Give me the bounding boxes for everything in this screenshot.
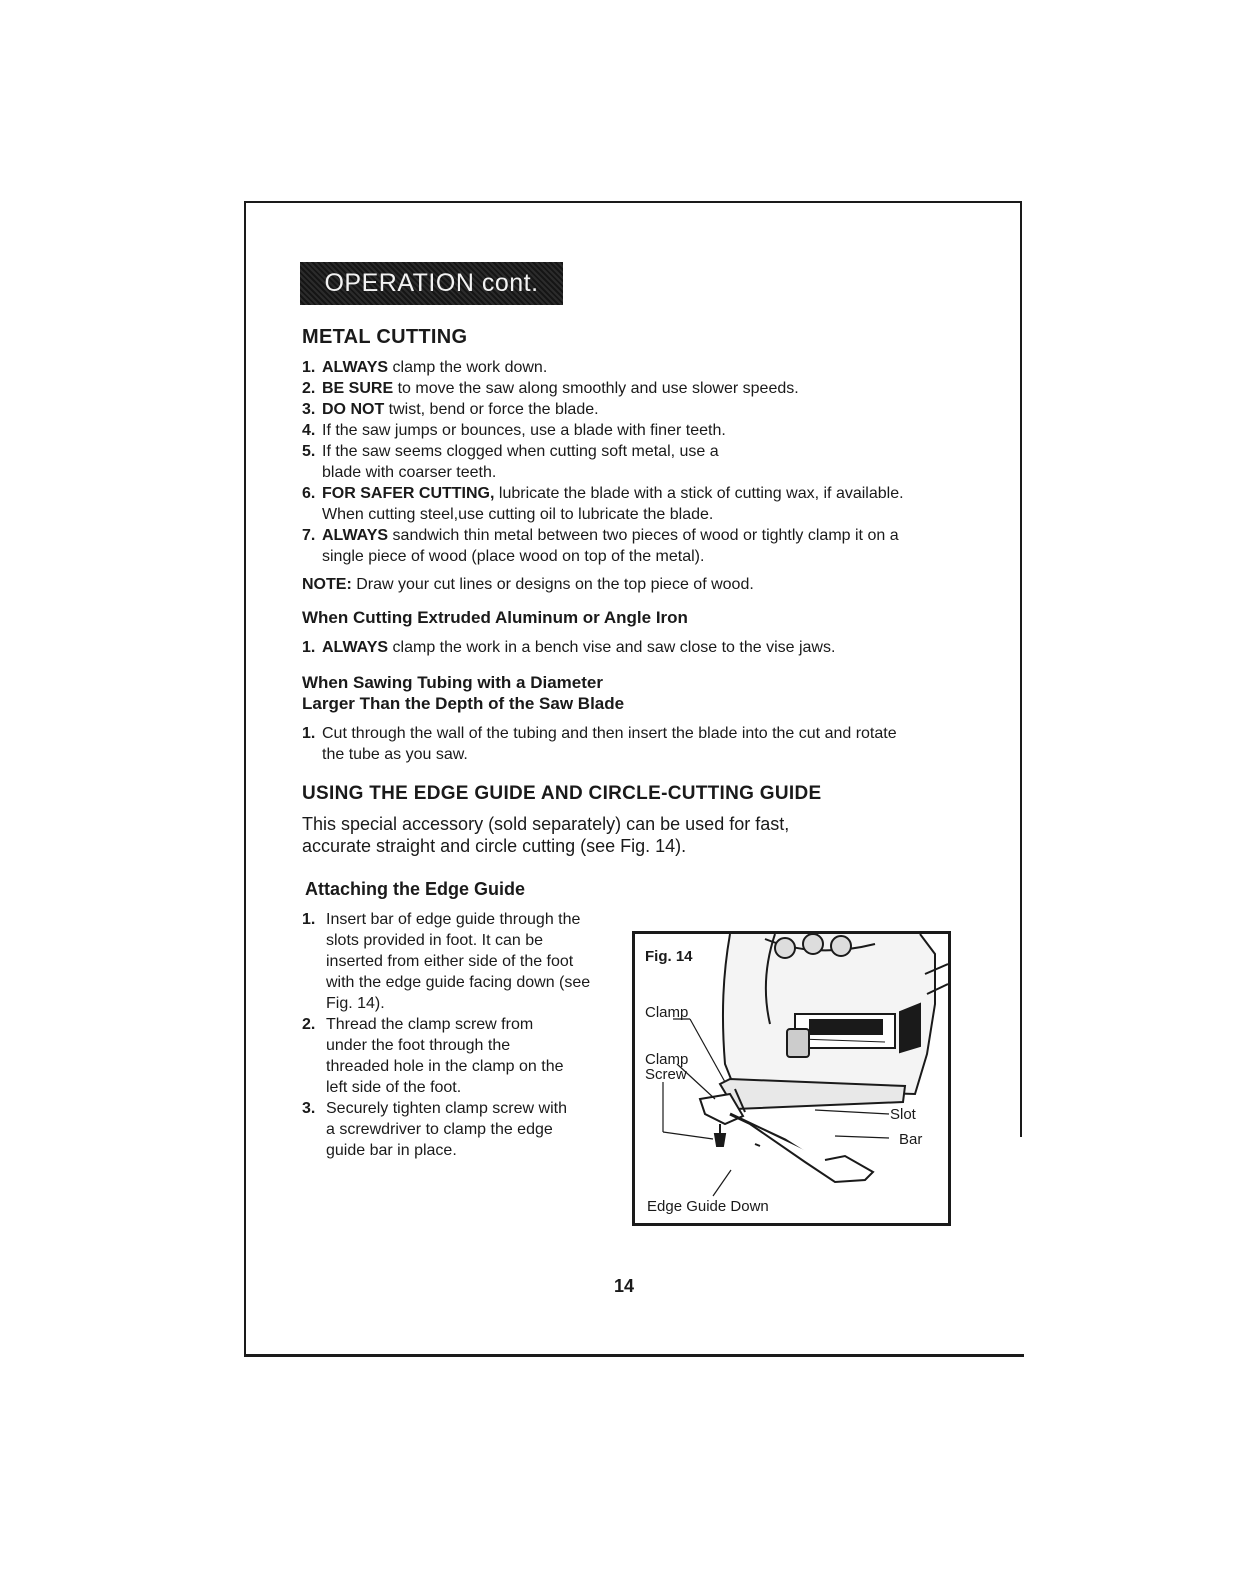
figure-14 (632, 931, 951, 1226)
item-number: 1. (302, 725, 316, 742)
item-number: 1. (302, 911, 316, 928)
list-item (302, 378, 932, 399)
list-item (302, 1098, 576, 1161)
label-clamp-screw: Clamp Screw (645, 1051, 689, 1083)
frame-bottom-rule (244, 1354, 1024, 1357)
list-item (302, 483, 932, 525)
list-item (302, 909, 602, 1014)
list-item (302, 525, 922, 567)
label-edge-guide-down: Edge Guide Down (647, 1198, 769, 1215)
item-text: Thread the clamp screw from under the foot through the threaded hole in the clamp on the left side of the foot. (326, 1016, 564, 1096)
list-item (302, 357, 932, 378)
item-number: 6. (302, 485, 316, 502)
item-text: twist, bend or force the blade. (384, 401, 599, 418)
item-emphasis: ALWAYS (322, 359, 389, 376)
item-text: lubricate the blade with a stick of cutting wax, if available. When cutting steel,use cutting oil to lubricate the blade. (322, 485, 904, 523)
item-text: to move the saw along smoothly and use slower speeds. (393, 380, 799, 397)
item-number: 4. (302, 422, 316, 439)
item-text: Insert bar of edge guide through the slots provided in foot. It can be inserted from either side of the foot with the edge guide facing down (see Fig. 14). (326, 911, 591, 1012)
list-item (302, 1014, 576, 1098)
metal-cutting-heading: METAL CUTTING (302, 326, 468, 348)
label-bar: Bar (899, 1131, 923, 1148)
item-number: 5. (302, 443, 316, 460)
attaching-list (302, 909, 602, 1161)
item-number: 3. (302, 401, 316, 418)
item-number: 1. (302, 359, 316, 376)
extruded-heading: When Cutting Extruded Aluminum or Angle Iron (302, 608, 688, 627)
section-banner: OPERATION cont. (300, 262, 563, 305)
list-item (302, 723, 902, 765)
edge-guide-paragraph: This special accessory (sold separately) can be used for fast, accurate straight and circle cutting (see Fig. 14). (302, 814, 790, 856)
label-clamp: Clamp (645, 1004, 689, 1021)
metal-cutting-list (302, 357, 932, 567)
item-text: If the saw seems clogged when cutting soft metal, use a blade with coarser teeth. (322, 443, 719, 481)
item-emphasis: FOR SAFER CUTTING, (322, 485, 495, 502)
item-number: 2. (302, 1016, 316, 1033)
frame-right-rule (1020, 201, 1022, 1137)
frame-left-rule (244, 201, 246, 1357)
figure-title: Fig. 14 (645, 948, 693, 965)
item-text: Securely tighten clamp screw with a screwdriver to clamp the edge guide bar in place. (326, 1100, 567, 1159)
list-item (302, 637, 962, 658)
list-item (302, 441, 762, 483)
edge-guide-heading: USING THE EDGE GUIDE AND CIRCLE-CUTTING GUIDE (302, 783, 822, 804)
page-number: 14 (613, 1276, 635, 1296)
note-label: NOTE: (302, 576, 352, 593)
tubing-heading-line1: When Sawing Tubing with a Diameter (302, 673, 603, 692)
item-number: 7. (302, 527, 316, 544)
item-emphasis: ALWAYS (322, 639, 389, 656)
item-text: If the saw jumps or bounces, use a blade with finer teeth. (322, 422, 726, 439)
frame-top-rule (244, 201, 1022, 203)
list-item (302, 420, 932, 441)
metal-cutting-note (302, 574, 982, 595)
item-number: 2. (302, 380, 316, 397)
item-text: clamp the work in a bench vise and saw close to the vise jaws. (388, 639, 836, 656)
item-number: 3. (302, 1100, 316, 1117)
item-text: clamp the work down. (388, 359, 548, 376)
tubing-heading-line2: Larger Than the Depth of the Saw Blade (302, 694, 625, 713)
item-emphasis: DO NOT (322, 401, 385, 418)
item-emphasis: BE SURE (322, 380, 394, 397)
list-item (302, 399, 932, 420)
item-number: 1. (302, 639, 316, 656)
note-text: Draw your cut lines or designs on the top piece of wood. (351, 576, 754, 593)
label-slot: Slot (890, 1106, 916, 1123)
item-text: sandwich thin metal between two pieces of wood or tightly clamp it on a single piece of wood (place wood on top of the metal). (322, 527, 899, 565)
tubing-list (302, 723, 902, 765)
attaching-heading: Attaching the Edge Guide (305, 879, 526, 899)
item-text: Cut through the wall of the tubing and then insert the blade into the cut and rotate the tube as you saw. (322, 725, 897, 763)
extruded-list (302, 637, 962, 658)
item-emphasis: ALWAYS (322, 527, 389, 544)
